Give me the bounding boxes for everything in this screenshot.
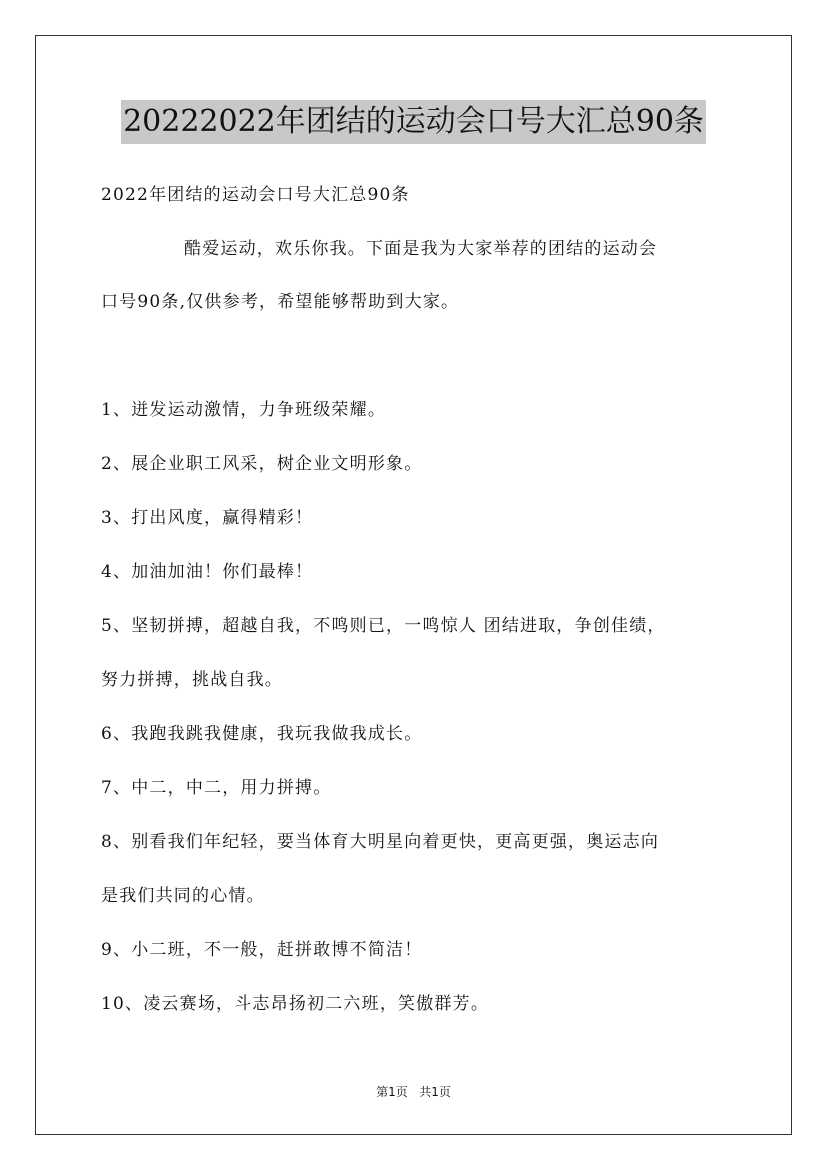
list-item: 8、别看我们年纪轻，要当体育大明星向着更快，更高更强，奥运志向 [101, 832, 660, 852]
list-item-continued: 努力拼搏，挑战自我。 [101, 670, 283, 690]
list-item: 10、凌云赛场，斗志昂扬初二六班，笑傲群芳。 [101, 994, 490, 1014]
intro-line-2: 口号90条,仅供参考，希望能够帮助到大家。 [101, 292, 460, 312]
document-title: 20222022年团结的运动会口号大汇总90条 [121, 100, 706, 144]
list-item: 5、坚韧拼搏，超越自我，不鸣则已，一鸣惊人 团结进取，争创佳绩， [101, 616, 666, 636]
document-subtitle: 2022年团结的运动会口号大汇总90条 [101, 185, 410, 205]
list-item: 1、迸发运动激情，力争班级荣耀。 [101, 400, 387, 420]
title-wrap [0, 100, 827, 144]
list-item: 3、打出风度，赢得精彩！ [101, 508, 314, 528]
page-total: 共1页 [419, 1085, 451, 1099]
list-item: 9、小二班，不一般，赶拼敢博不简洁！ [101, 940, 423, 960]
list-item-continued: 是我们共同的心情。 [101, 886, 265, 906]
page-number: 第1页 [376, 1085, 408, 1099]
list-item: 7、中二，中二，用力拼搏。 [101, 778, 332, 798]
page-footer [0, 1083, 827, 1100]
list-item: 4、加油加油！你们最棒！ [101, 562, 314, 582]
intro-line-1: 酷爱运动，欢乐你我。下面是我为大家举荐的团结的运动会 [184, 239, 658, 259]
list-item: 6、我跑我跳我健康，我玩我做我成长。 [101, 724, 423, 744]
list-item: 2、展企业职工风采，树企业文明形象。 [101, 454, 423, 474]
